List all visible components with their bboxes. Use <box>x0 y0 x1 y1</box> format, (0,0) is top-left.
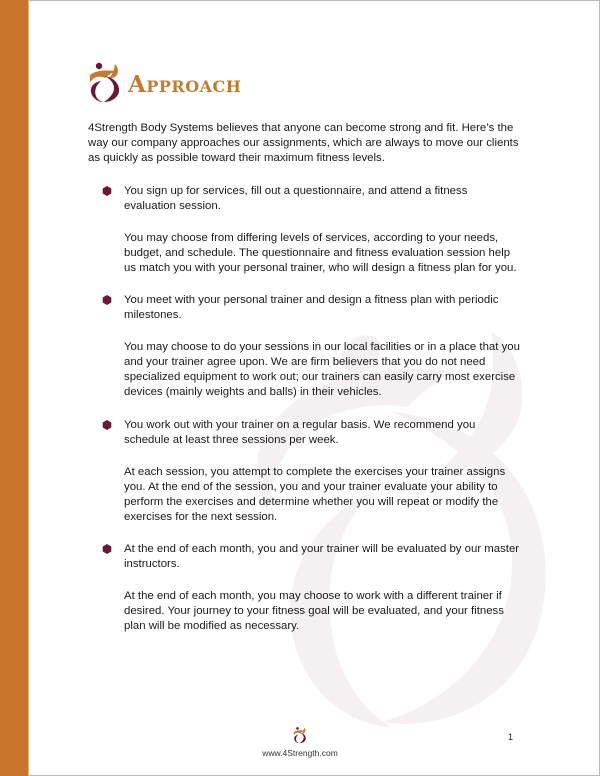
hexagon-bullet-icon <box>102 295 112 305</box>
list-item <box>102 184 522 276</box>
list-item <box>102 418 522 525</box>
hexagon-bullet-icon <box>102 544 112 554</box>
list-item <box>102 542 522 634</box>
step-summary: You meet with your personal trainer and design a fitness plan with periodic milestones. <box>124 294 499 321</box>
page-number: 1 <box>508 732 514 742</box>
step-detail: At each session, you attempt to complete the exercises your trainer assigns you. At the end of the session, you and your trainer evaluate your ability to perform the exercises and determine whether you will repeat or modify the exercises for the next session. <box>124 466 506 523</box>
step-summary: At the end of each month, you and your trainer will be evaluated by our master instructors. <box>124 543 520 570</box>
approach-steps-list <box>102 184 522 651</box>
step-summary: You sign up for services, fill out a questionnaire, and attend a fitness evaluation session. <box>124 185 468 212</box>
person-figure-logo-icon <box>88 61 122 103</box>
side-accent-bar-edge <box>28 0 29 776</box>
side-accent-bar <box>0 0 28 776</box>
hexagon-bullet-icon <box>102 186 112 196</box>
step-detail: You may choose to do your sessions in our local facilities or in a place that you and your trainer agree upon. We are firm believers that you do not need specialized equipment to work out; our trainers can easily carry most exercise devices (mainly weights and balls) in their vehicles. <box>124 341 520 398</box>
intro-paragraph: 4Strength Body Systems believes that anyone can become strong and fit. Here’s the way our company approaches our assignments, which are always to move our clients as quickly as possible toward their maximum fitness levels. <box>88 122 519 164</box>
section-header <box>88 60 241 104</box>
footer-logo-icon <box>293 726 307 744</box>
footer-website-url: www.4Strength.com <box>262 748 338 758</box>
step-detail: You may choose from differing levels of services, according to your needs, budget, and schedule. The questionnaire and fitness evaluation session help us match you with your personal trainer, who will design a fitness plan for you. <box>124 232 517 274</box>
page-title: Approach <box>128 70 242 98</box>
hexagon-bullet-icon <box>102 420 112 430</box>
step-summary: You work out with your trainer on a regular basis. We recommend you schedule at least three sessions per week. <box>124 419 476 446</box>
step-detail: At the end of each month, you may choose to work with a different trainer if desired. Your journey to your fitness goal will be evaluated, and your fitness plan will be modified as necessary. <box>124 590 504 632</box>
list-item <box>102 293 522 400</box>
